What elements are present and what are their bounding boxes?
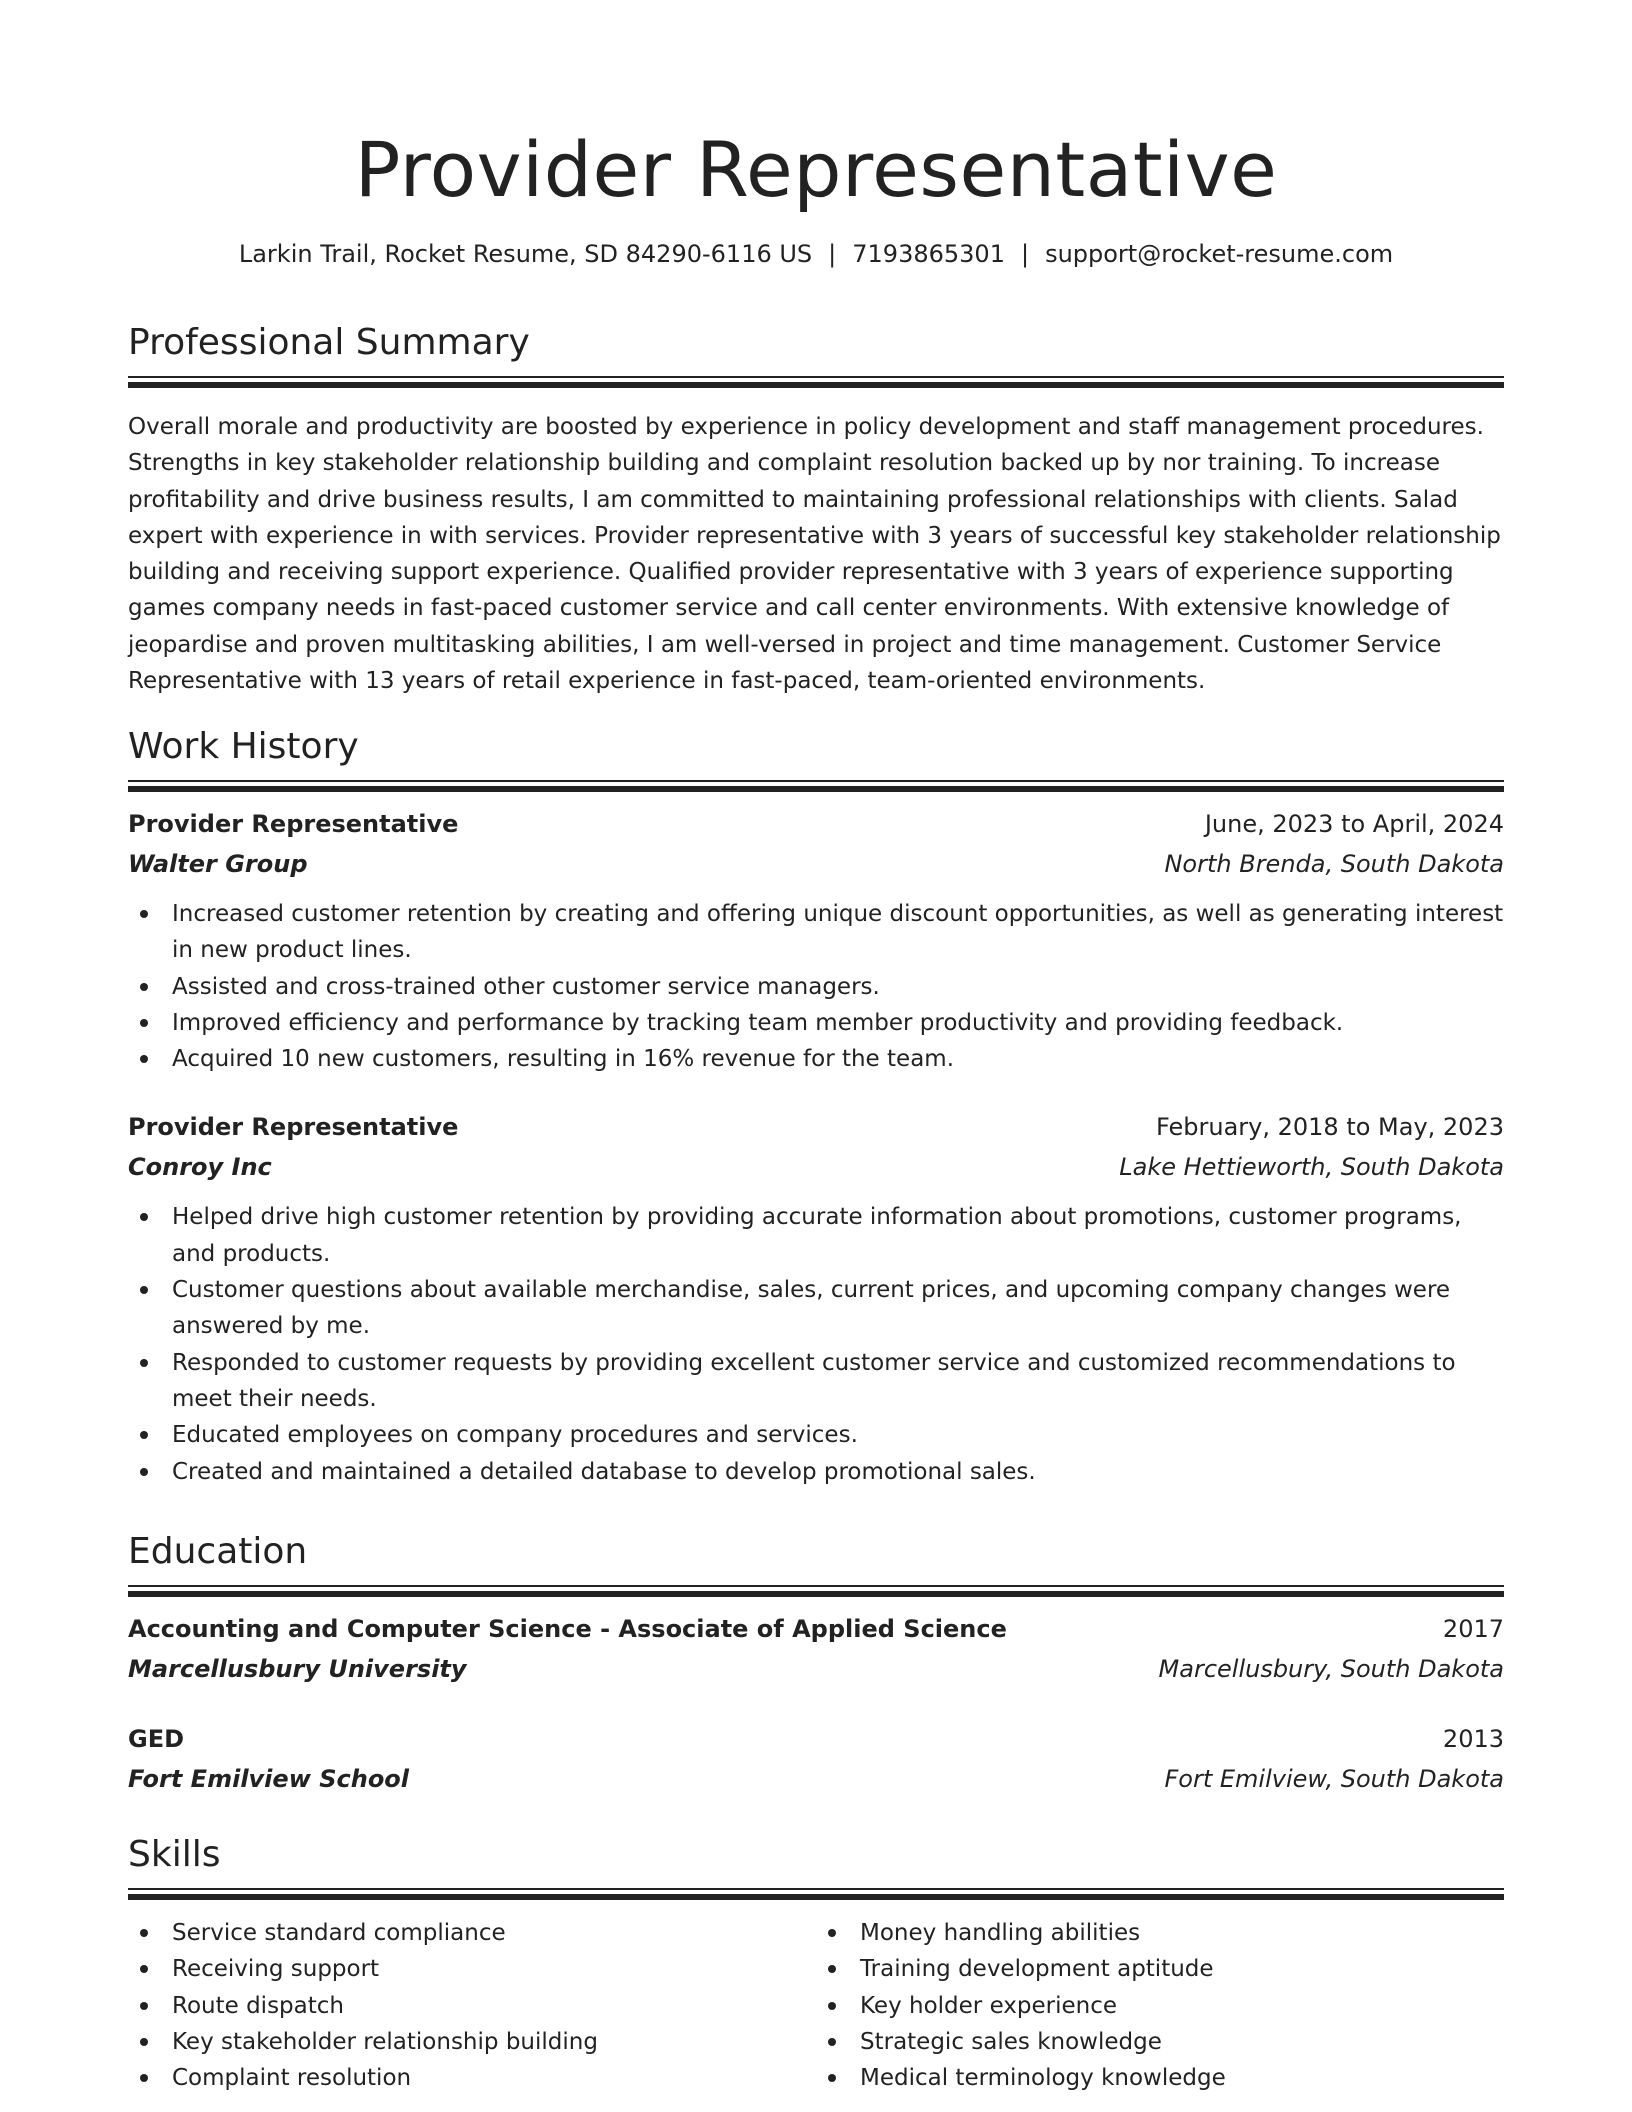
job-title: Provider Representative bbox=[128, 1113, 459, 1142]
list-item: Improved efficiency and performance by tracking team member productivity and providing feedback. bbox=[172, 1005, 1504, 1041]
summary-section bbox=[128, 318, 1504, 699]
education-header-row bbox=[128, 1719, 1504, 1759]
section-divider bbox=[128, 1888, 1504, 1901]
skills-column-left bbox=[128, 1915, 816, 2096]
list-item: Responded to customer requests by providing excellent customer service and customized recommendations to meet their needs. bbox=[172, 1345, 1504, 1418]
education-degree: Accounting and Computer Science - Associate of Applied Science bbox=[128, 1615, 1007, 1643]
job-bullets bbox=[128, 1199, 1504, 1489]
job-entry bbox=[128, 804, 1504, 1077]
job-company-row bbox=[128, 844, 1504, 884]
skill-item: Medical terminology knowledge bbox=[860, 2060, 1504, 2096]
education-school: Marcellusbury University bbox=[128, 1655, 467, 1683]
list-item: Acquired 10 new customers, resulting in 16% revenue for the team. bbox=[172, 1041, 1504, 1077]
education-school: Fort Emilview School bbox=[128, 1765, 410, 1793]
work-history-section bbox=[128, 722, 1504, 1490]
section-divider bbox=[128, 1585, 1504, 1598]
education-year: 2013 bbox=[1442, 1725, 1504, 1753]
contact-separator: | bbox=[828, 240, 837, 268]
contact-line bbox=[0, 236, 1632, 272]
education-location: Marcellusbury, South Dakota bbox=[1158, 1655, 1504, 1683]
list-item: Customer questions about available merchandise, sales, current prices, and upcoming company changes were answered by me. bbox=[172, 1272, 1504, 1345]
section-title-skills: Skills bbox=[128, 1834, 221, 1875]
candidate-name: Provider Representative bbox=[354, 125, 1278, 214]
job-entry bbox=[128, 1107, 1504, 1489]
job-location: Lake Hettieworth, South Dakota bbox=[1119, 1153, 1504, 1182]
education-school-row bbox=[128, 1759, 1504, 1799]
education-year: 2017 bbox=[1442, 1615, 1504, 1643]
education-degree: GED bbox=[128, 1725, 185, 1753]
section-divider bbox=[128, 376, 1504, 389]
list-item: Educated employees on company procedures and services. bbox=[172, 1417, 1504, 1453]
skill-item: Money handling abilities bbox=[860, 1915, 1504, 1951]
skill-item: Route dispatch bbox=[172, 1988, 816, 2024]
job-title: Provider Representative bbox=[128, 810, 459, 838]
skill-item: Key holder experience bbox=[860, 1988, 1504, 2024]
section-title-summary: Professional Summary bbox=[128, 322, 530, 363]
list-item: Increased customer retention by creating and offering unique discount opportunities, as well as generating interest in new product lines. bbox=[172, 896, 1504, 969]
education-location: Fort Emilview, South Dakota bbox=[1164, 1765, 1504, 1793]
skill-item: Receiving support bbox=[172, 1951, 816, 1987]
skill-item: Training development aptitude bbox=[860, 1951, 1504, 1987]
contact-phone: 7193865301 bbox=[852, 240, 1005, 268]
job-company: Conroy Inc bbox=[128, 1153, 272, 1182]
education-entry bbox=[128, 1609, 1504, 1689]
job-dates: June, 2023 to April, 2024 bbox=[1204, 810, 1504, 838]
job-location: North Brenda, South Dakota bbox=[1164, 850, 1504, 878]
job-header-row bbox=[128, 804, 1504, 844]
job-company: Walter Group bbox=[128, 850, 308, 878]
list-item: Created and maintained a detailed database to develop promotional sales. bbox=[172, 1454, 1504, 1490]
section-divider bbox=[128, 780, 1504, 793]
job-company-row bbox=[128, 1147, 1504, 1187]
job-header-row bbox=[128, 1107, 1504, 1147]
skill-item: Complaint resolution bbox=[172, 2060, 816, 2096]
skills-column-right bbox=[816, 1915, 1504, 2096]
skill-item: Key stakeholder relationship building bbox=[172, 2024, 816, 2060]
skill-item: Strategic sales knowledge bbox=[860, 2024, 1504, 2060]
education-section bbox=[128, 1527, 1504, 1799]
skill-item: Service standard compliance bbox=[172, 1915, 816, 1951]
job-dates: February, 2018 to May, 2023 bbox=[1156, 1113, 1504, 1142]
skills-grid bbox=[128, 1915, 1504, 2096]
summary-text: Overall morale and productivity are boosted by experience in policy development and staff management procedures. Strengths in key stakeholder relationship building and complaint resolution backed up by nor training. To increase profitability and drive business results, I am committed to maintaining professional relationships with clients. Salad expert with experience in with services. Provider representative with 3 years of successful key stakeholder relationship building and receiving support experience. Qualified provider representative with 3 years of experience supporting games company needs in fast-paced customer service and call center environments. With extensive knowledge of jeopardise and proven multitasking abilities, I am well-versed in project and time management. Customer Service Representative with 13 years of retail experience in fast-paced, team-oriented environments. bbox=[128, 414, 1501, 695]
list-item: Assisted and cross-trained other customer service managers. bbox=[172, 969, 1504, 1005]
skills-section bbox=[128, 1830, 1504, 2096]
job-bullets bbox=[128, 896, 1504, 1077]
education-school-row bbox=[128, 1649, 1504, 1689]
contact-separator: | bbox=[1020, 240, 1030, 268]
list-item: Helped drive high customer retention by providing accurate information about promotions, customer programs, and products. bbox=[172, 1199, 1504, 1272]
section-title-education: Education bbox=[128, 1531, 308, 1572]
contact-email[interactable]: support@rocket-resume.com bbox=[1045, 240, 1394, 268]
contact-address: Larkin Trail, Rocket Resume, SD 84290-6116 US bbox=[238, 240, 813, 268]
section-title-work-history: Work History bbox=[128, 726, 359, 767]
education-entry bbox=[128, 1719, 1504, 1799]
education-header-row bbox=[128, 1609, 1504, 1649]
